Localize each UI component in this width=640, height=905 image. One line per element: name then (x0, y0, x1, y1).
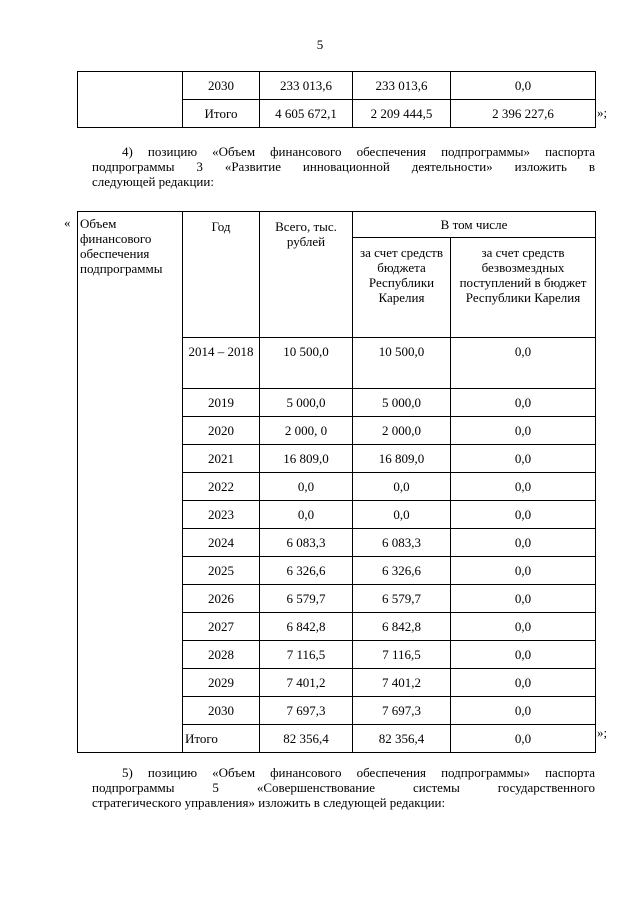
total-cell: 10 500,0 (260, 338, 353, 389)
close-quote-mark: »; (597, 105, 608, 120)
grants-cell: 0,0 (451, 338, 596, 389)
year-cell: 2020 (183, 417, 260, 445)
grants-cell: 0,0 (451, 725, 596, 753)
total-cell: 0,0 (260, 501, 353, 529)
grants-cell: 0,0 (451, 529, 596, 557)
financing-table (77, 211, 596, 753)
year-cell: 2026 (183, 585, 260, 613)
grants-cell: 0,0 (451, 613, 596, 641)
budget-cell: 7 116,5 (353, 641, 451, 669)
budget-cell: 2 209 444,5 (353, 100, 451, 128)
paragraph-5-line-1: 5) позицию «Объем финансового обеспечения подпрограммы» паспорта (122, 765, 595, 780)
year-cell: 2014 – 2018 (183, 338, 260, 389)
open-quote-mark: « (64, 215, 71, 230)
table-continuation (77, 71, 596, 128)
year-cell: 2027 (183, 613, 260, 641)
total-header: Всего, тыс. рублей (260, 212, 353, 338)
year-cell: 2021 (183, 445, 260, 473)
year-header: Год (183, 212, 260, 338)
grants-cell: 0,0 (451, 501, 596, 529)
grants-cell: 0,0 (451, 641, 596, 669)
paragraph-5-line-2: подпрограммы 5 «Совершенствование системы государственного (92, 780, 595, 795)
paragraph-5-line-3: стратегического управления» изложить в следующей редакции: (92, 795, 446, 810)
budget-cell: 5 000,0 (353, 389, 451, 417)
paragraph-4-line-3: следующей редакции: (92, 174, 214, 189)
budget-cell: 6 326,6 (353, 557, 451, 585)
total-cell: 6 326,6 (260, 557, 353, 585)
grants-cell: 0,0 (451, 669, 596, 697)
grants-header: за счет средств безвозмездных поступлений в бюджет Республики Карелия (451, 238, 596, 338)
year-cell: Итого (183, 725, 260, 753)
budget-cell: 6 842,8 (353, 613, 451, 641)
total-cell: 7 401,2 (260, 669, 353, 697)
budget-cell: 6 083,3 (353, 529, 451, 557)
grants-cell: 0,0 (451, 585, 596, 613)
grants-cell: 0,0 (451, 557, 596, 585)
table-row (78, 72, 596, 100)
total-cell: 6 842,8 (260, 613, 353, 641)
close-quote-mark: »; (597, 725, 608, 740)
table-header-row (78, 212, 596, 238)
including-header: В том числе (353, 212, 596, 238)
year-cell: 2030 (183, 697, 260, 725)
budget-cell: 0,0 (353, 473, 451, 501)
year-cell: Итого (183, 100, 260, 128)
year-cell: 2025 (183, 557, 260, 585)
budget-cell: 2 000,0 (353, 417, 451, 445)
year-cell: 2029 (183, 669, 260, 697)
grants-cell: 0,0 (451, 72, 596, 100)
total-cell: 0,0 (260, 473, 353, 501)
paragraph-4-line-2: подпрограммы 3 «Развитие инновационной деятельности» изложить в (92, 159, 595, 174)
budget-cell: 6 579,7 (353, 585, 451, 613)
total-cell: 7 116,5 (260, 641, 353, 669)
paragraph-5 (92, 765, 595, 810)
grants-cell: 0,0 (451, 697, 596, 725)
empty-cell (78, 72, 183, 128)
year-cell: 2030 (183, 72, 260, 100)
total-cell: 2 000, 0 (260, 417, 353, 445)
title-cell: Объем финансового обеспечения подпрограммы (78, 212, 183, 753)
budget-cell: 10 500,0 (353, 338, 451, 389)
budget-cell: 0,0 (353, 501, 451, 529)
budget-header: за счет средств бюджета Республики Карелия (353, 238, 451, 338)
total-cell: 6 083,3 (260, 529, 353, 557)
paragraph-4-line-1: 4) позицию «Объем финансового обеспечения подпрограммы» паспорта (122, 144, 595, 159)
budget-cell: 233 013,6 (353, 72, 451, 100)
year-cell: 2019 (183, 389, 260, 417)
paragraph-4 (92, 144, 595, 189)
total-cell: 7 697,3 (260, 697, 353, 725)
year-cell: 2024 (183, 529, 260, 557)
total-cell: 5 000,0 (260, 389, 353, 417)
total-cell: 233 013,6 (260, 72, 353, 100)
year-cell: 2022 (183, 473, 260, 501)
page-number: 5 (316, 37, 324, 52)
grants-cell: 0,0 (451, 417, 596, 445)
year-cell: 2023 (183, 501, 260, 529)
year-cell: 2028 (183, 641, 260, 669)
total-cell: 16 809,0 (260, 445, 353, 473)
grants-cell: 2 396 227,6 (451, 100, 596, 128)
total-cell: 6 579,7 (260, 585, 353, 613)
budget-cell: 7 401,2 (353, 669, 451, 697)
total-cell: 82 356,4 (260, 725, 353, 753)
grants-cell: 0,0 (451, 445, 596, 473)
total-cell: 4 605 672,1 (260, 100, 353, 128)
budget-cell: 82 356,4 (353, 725, 451, 753)
grants-cell: 0,0 (451, 389, 596, 417)
budget-cell: 7 697,3 (353, 697, 451, 725)
grants-cell: 0,0 (451, 473, 596, 501)
budget-cell: 16 809,0 (353, 445, 451, 473)
